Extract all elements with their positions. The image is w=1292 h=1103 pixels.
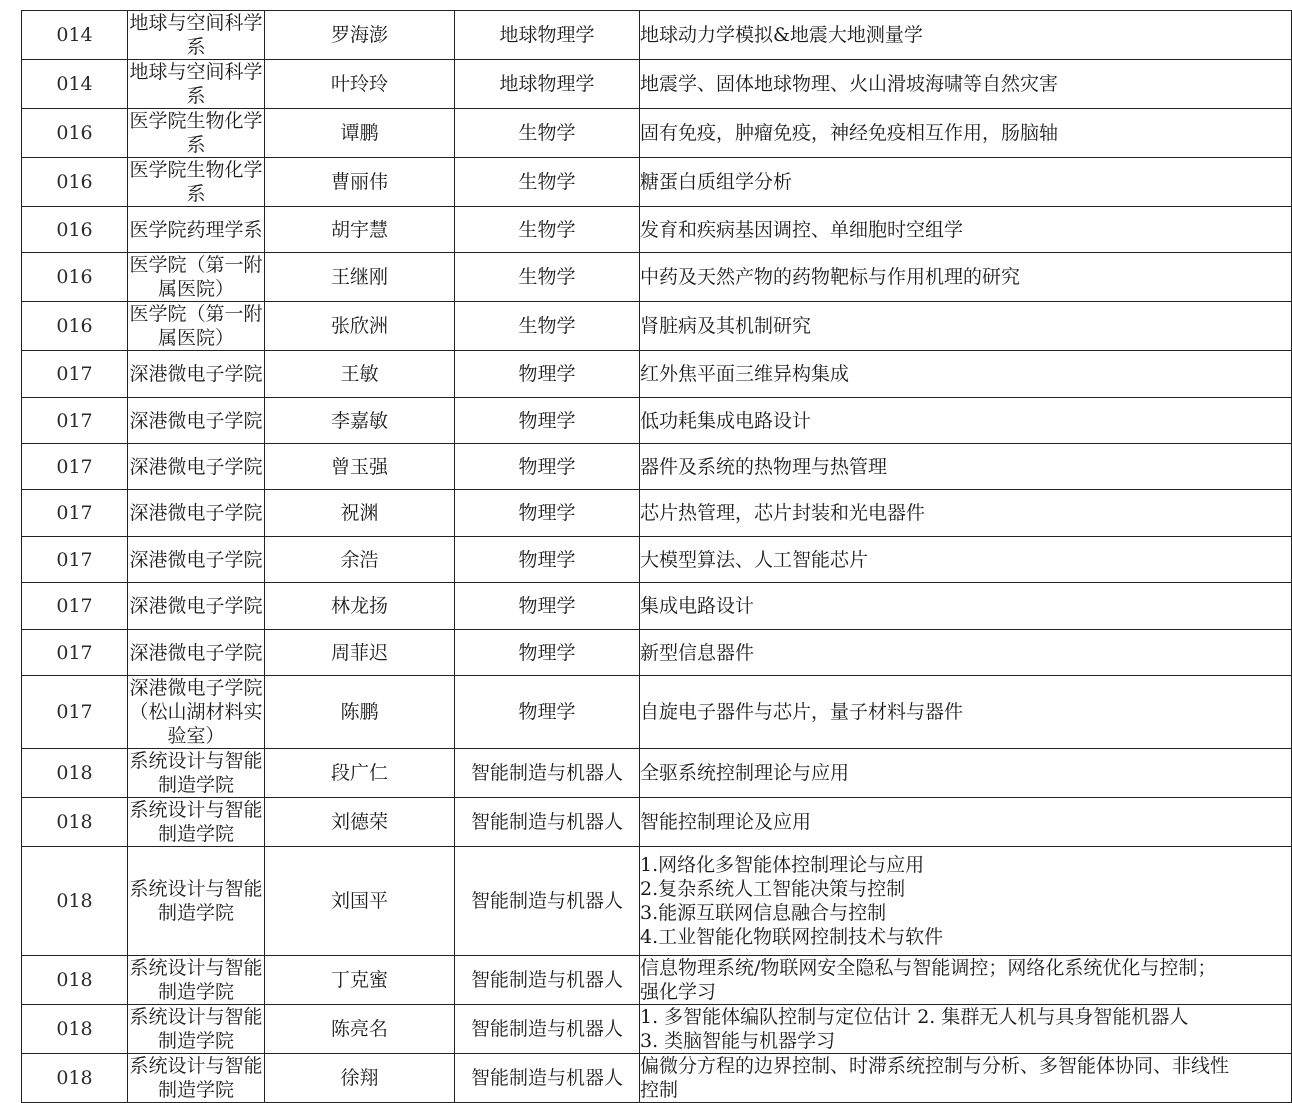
- department-cell: [128, 676, 265, 749]
- research-direction-line: 2.复杂系统人工智能决策与控制: [640, 878, 906, 900]
- research-direction-line: 全驱系统控制理论与应用: [640, 762, 850, 784]
- discipline-cell: 智能制造与机器人: [455, 847, 640, 956]
- research-direction-cell: [640, 583, 1292, 630]
- department-text: 系统设计与智能制造学院: [129, 750, 263, 796]
- discipline-cell: 物理学: [455, 583, 640, 630]
- research-direction-cell: [640, 1005, 1292, 1054]
- supervisor-name-cell: 陈鹏: [265, 676, 455, 749]
- discipline-cell: 生物学: [455, 207, 640, 253]
- supervisor-name-cell: 余浩: [265, 537, 455, 583]
- department-text: 医学院生物化学系: [129, 159, 263, 205]
- unit-code-cell: 017: [22, 537, 128, 583]
- department-text: 深港微电子学院: [129, 595, 263, 617]
- unit-code-cell: 014: [22, 60, 128, 109]
- department-text: 系统设计与智能制造学院: [129, 878, 263, 924]
- department-cell: [128, 11, 265, 60]
- supervisor-name-cell: 丁克蜜: [265, 956, 455, 1005]
- department-cell: [128, 398, 265, 444]
- table-row: [22, 847, 1292, 956]
- table-row: [22, 60, 1292, 109]
- supervisor-name-cell: 陈亮名: [265, 1005, 455, 1054]
- supervisor-name-cell: 曹丽伟: [265, 158, 455, 207]
- discipline-cell: 智能制造与机器人: [455, 798, 640, 847]
- research-direction-line: 地震学、固体地球物理、火山滑坡海啸等自然灾害: [640, 73, 1059, 95]
- research-direction-cell: [640, 60, 1292, 109]
- research-direction-line: 大模型算法、人工智能芯片: [640, 548, 869, 571]
- research-direction-line: 偏微分方程的边界控制、时滞系统控制与分析、多智能体协同、非线性: [640, 1055, 1230, 1077]
- table-row: [22, 1054, 1292, 1103]
- research-direction-cell: [640, 749, 1292, 798]
- department-text: 深港微电子学院: [129, 548, 263, 571]
- research-direction-line: 红外焦平面三维异构集成: [640, 363, 850, 385]
- department-text: 医学院（第一附属医院）: [129, 254, 263, 300]
- discipline-cell: 物理学: [455, 351, 640, 398]
- discipline-cell: 智能制造与机器人: [455, 749, 640, 798]
- department-text: 医学院（第一附属医院）: [129, 303, 263, 349]
- research-direction-cell: [640, 109, 1292, 158]
- research-direction-cell: [640, 537, 1292, 583]
- discipline-cell: 智能制造与机器人: [455, 1005, 640, 1054]
- supervisor-name-cell: 曾玉强: [265, 444, 455, 490]
- department-cell: [128, 253, 265, 302]
- unit-code-cell: 017: [22, 444, 128, 490]
- department-cell: [128, 207, 265, 253]
- discipline-cell: 生物学: [455, 158, 640, 207]
- discipline-cell: 智能制造与机器人: [455, 956, 640, 1005]
- research-direction-cell: [640, 490, 1292, 537]
- table-row: [22, 956, 1292, 1005]
- unit-code-cell: 016: [22, 109, 128, 158]
- research-direction-line: 信息物理系统/物联网安全隐私与智能调控；网络化系统优化与控制；: [640, 957, 1217, 979]
- discipline-cell: 生物学: [455, 109, 640, 158]
- research-direction-cell: [640, 1054, 1292, 1103]
- unit-code-cell: 017: [22, 490, 128, 537]
- table-row: [22, 749, 1292, 798]
- research-direction-line: 肾脏病及其机制研究: [640, 315, 812, 337]
- table-row: [22, 798, 1292, 847]
- unit-code-cell: 016: [22, 302, 128, 351]
- department-cell: [128, 847, 265, 956]
- table-row: [22, 676, 1292, 749]
- unit-code-cell: 018: [22, 956, 128, 1005]
- unit-code-cell: 017: [22, 630, 128, 676]
- research-direction-line: 3.能源互联网信息融合与控制: [640, 902, 887, 924]
- table-row: [22, 490, 1292, 537]
- unit-code-cell: 018: [22, 1054, 128, 1103]
- supervisor-name-cell: 徐翔: [265, 1054, 455, 1103]
- supervisor-name-cell: 李嘉敏: [265, 398, 455, 444]
- department-text: 系统设计与智能制造学院: [129, 1006, 263, 1052]
- supervisor-name-cell: 王敏: [265, 351, 455, 398]
- supervisor-name-cell: 叶玲玲: [265, 60, 455, 109]
- research-direction-cell: [640, 158, 1292, 207]
- discipline-cell: 物理学: [455, 490, 640, 537]
- discipline-cell: 生物学: [455, 253, 640, 302]
- department-cell: [128, 1005, 265, 1054]
- research-direction-cell: [640, 302, 1292, 351]
- department-cell: [128, 749, 265, 798]
- department-cell: [128, 302, 265, 351]
- unit-code-cell: 018: [22, 749, 128, 798]
- research-direction-cell: [640, 630, 1292, 676]
- table-row: [22, 207, 1292, 253]
- discipline-cell: 物理学: [455, 676, 640, 749]
- supervisor-name-cell: 罗海澎: [265, 11, 455, 60]
- supervisor-name-cell: 段广仁: [265, 749, 455, 798]
- research-direction-line: 集成电路设计: [640, 595, 755, 617]
- table-row: [22, 11, 1292, 60]
- department-text: 医学院生物化学系: [129, 110, 263, 156]
- research-direction-cell: [640, 207, 1292, 253]
- table-row: [22, 253, 1292, 302]
- table-row: [22, 444, 1292, 490]
- supervisor-name-cell: 周菲迟: [265, 630, 455, 676]
- unit-code-cell: 017: [22, 398, 128, 444]
- research-direction-line: 发育和疾病基因调控、单细胞时空组学: [640, 218, 964, 241]
- supervisor-name-cell: 祝渊: [265, 490, 455, 537]
- unit-code-cell: 018: [22, 798, 128, 847]
- research-direction-line: 低功耗集成电路设计: [640, 409, 812, 432]
- research-direction-line: 控制: [640, 1079, 679, 1101]
- research-direction-cell: [640, 798, 1292, 847]
- discipline-cell: 物理学: [455, 630, 640, 676]
- table-row: [22, 158, 1292, 207]
- unit-code-cell: 016: [22, 158, 128, 207]
- department-cell: [128, 109, 265, 158]
- unit-code-cell: 017: [22, 351, 128, 398]
- department-cell: [128, 60, 265, 109]
- department-cell: [128, 798, 265, 847]
- table-row: [22, 109, 1292, 158]
- unit-code-cell: 017: [22, 676, 128, 749]
- discipline-cell: 生物学: [455, 302, 640, 351]
- department-text: 深港微电子学院: [129, 502, 263, 524]
- research-direction-line: 1.网络化多智能体控制理论与应用: [640, 854, 925, 876]
- research-direction-cell: [640, 398, 1292, 444]
- unit-code-cell: 016: [22, 253, 128, 302]
- research-direction-cell: [640, 956, 1292, 1005]
- research-direction-cell: [640, 351, 1292, 398]
- research-direction-cell: [640, 847, 1292, 956]
- department-cell: [128, 490, 265, 537]
- unit-code-cell: 017: [22, 583, 128, 630]
- department-text: 医学院药理学系: [129, 218, 263, 241]
- research-direction-line: 中药及天然产物的药物靶标与作用机理的研究: [640, 266, 1021, 288]
- department-cell: [128, 1054, 265, 1103]
- table-row: [22, 630, 1292, 676]
- research-direction-line: 糖蛋白质组学分析: [640, 171, 793, 193]
- table-row: [22, 1005, 1292, 1054]
- department-text: 深港微电子学院: [129, 409, 263, 432]
- research-direction-line: 3. 类脑智能与机器学习: [640, 1030, 836, 1052]
- research-direction-line: 强化学习: [640, 981, 717, 1003]
- research-direction-line: 固有免疫，肿瘤免疫，神经免疫相互作用，肠脑轴: [640, 122, 1059, 144]
- supervisor-name-cell: 胡宇慧: [265, 207, 455, 253]
- table-row: [22, 398, 1292, 444]
- department-cell: [128, 956, 265, 1005]
- supervisor-name-cell: 张欣洲: [265, 302, 455, 351]
- unit-code-cell: 018: [22, 1005, 128, 1054]
- research-direction-cell: [640, 676, 1292, 749]
- supervisor-name-cell: 刘德荣: [265, 798, 455, 847]
- research-direction-line: 地球动力学模拟&地震大地测量学: [640, 24, 923, 46]
- department-text: 系统设计与智能制造学院: [129, 799, 263, 845]
- department-cell: [128, 158, 265, 207]
- unit-code-cell: 018: [22, 847, 128, 956]
- discipline-cell: 物理学: [455, 444, 640, 490]
- department-text: 深港微电子学院: [129, 455, 263, 478]
- faculty-table-body: [22, 11, 1292, 1103]
- research-direction-line: 智能控制理论及应用: [640, 811, 812, 833]
- department-cell: [128, 537, 265, 583]
- faculty-table: [21, 10, 1292, 1103]
- research-direction-line: 器件及系统的热物理与热管理: [640, 455, 888, 478]
- table-row: [22, 351, 1292, 398]
- research-direction-line: 自旋电子器件与芯片，量子材料与器件: [640, 701, 964, 723]
- research-direction-line: 4.工业智能化物联网控制技术与软件: [640, 926, 944, 948]
- supervisor-name-cell: 刘国平: [265, 847, 455, 956]
- department-cell: [128, 583, 265, 630]
- unit-code-cell: 016: [22, 207, 128, 253]
- discipline-cell: 物理学: [455, 398, 640, 444]
- department-text: 深港微电子学院: [129, 641, 263, 664]
- discipline-cell: 地球物理学: [455, 60, 640, 109]
- table-row: [22, 537, 1292, 583]
- department-cell: [128, 630, 265, 676]
- discipline-cell: 物理学: [455, 537, 640, 583]
- unit-code-cell: 014: [22, 11, 128, 60]
- department-text: 地球与空间科学系: [129, 12, 263, 58]
- department-text: 地球与空间科学系: [129, 61, 263, 107]
- department-text: 深港微电子学院（松山湖材料实验室）: [129, 677, 263, 747]
- supervisor-name-cell: 王继刚: [265, 253, 455, 302]
- department-text: 深港微电子学院: [129, 363, 263, 385]
- research-direction-cell: [640, 11, 1292, 60]
- research-direction-line: 新型信息器件: [640, 641, 755, 664]
- research-direction-cell: [640, 253, 1292, 302]
- department-text: 系统设计与智能制造学院: [129, 1055, 263, 1101]
- department-text: 系统设计与智能制造学院: [129, 957, 263, 1003]
- research-direction-line: 1. 多智能体编队控制与定位估计 2. 集群无人机与具身智能机器人: [640, 1006, 1189, 1028]
- discipline-cell: 智能制造与机器人: [455, 1054, 640, 1103]
- discipline-cell: 地球物理学: [455, 11, 640, 60]
- supervisor-name-cell: 林龙扬: [265, 583, 455, 630]
- table-row: [22, 583, 1292, 630]
- department-cell: [128, 351, 265, 398]
- supervisor-name-cell: 谭鹏: [265, 109, 455, 158]
- research-direction-line: 芯片热管理，芯片封装和光电器件: [640, 502, 926, 524]
- table-row: [22, 302, 1292, 351]
- department-cell: [128, 444, 265, 490]
- research-direction-cell: [640, 444, 1292, 490]
